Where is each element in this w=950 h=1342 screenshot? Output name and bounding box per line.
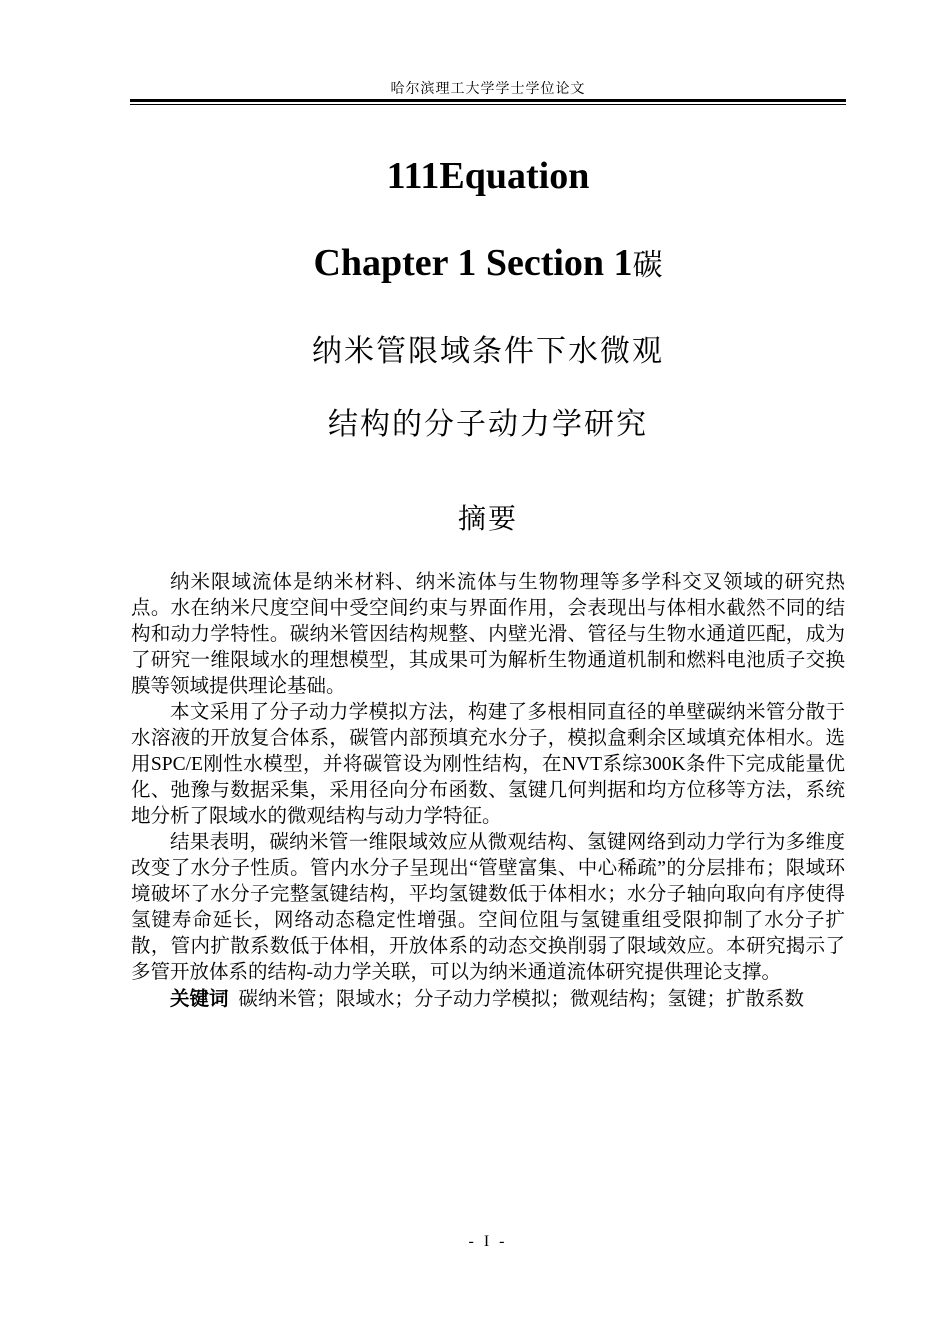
keywords-text: 碳纳米管；限域水；分子动力学模拟；微观结构；氢键；扩散系数 — [238, 989, 805, 1010]
title-line-2 — [130, 240, 846, 285]
title-line-4: 结构的分子动力学研究 — [328, 407, 648, 442]
keywords-label: 关键词 — [170, 987, 229, 1010]
title-line-3: 纳米管限域条件下水微观 — [312, 334, 664, 369]
abstract-paragraph-3: 结果表明，碳纳米管一维限域效应从微观结构、氢键网络到动力学行为多维度改变了水分子性质。管内水分子呈现出“管壁富集、中心稀疏”的分层排布；限域环境破坏了水分子完整氢键结构，平均氢键数低于体相水；水分子轴向取向有序使得氢键寿命延长，网络动态稳定性增强。空间位阻与氢键重组受限抑制了水分子扩散，管内扩散系数低于体相，开放体系的动态交换削弱了限域效应。本研究揭示了多管开放体系的结构-动力学关联，可以为纳米通道流体研究提供理论支撑。 — [131, 832, 845, 983]
header-rule-thin — [130, 104, 846, 105]
title-line-2-latin: Chapter 1 Section 1 — [313, 242, 633, 284]
keywords-line — [131, 986, 845, 1013]
header-rule-thick — [130, 99, 846, 102]
abstract-paragraph-2: 本文采用了分子动力学模拟方法，构建了多根相同直径的单壁碳纳米管分散于水溶液的开放复合体系，碳管内部预填充水分子，模拟盒剩余区域填充体相水。选用SPC/E刚性水模型，并将碳管设为刚性结构，在NVT系综300K条件下完成能量优化、弛豫与数据采集，采用径向分布函数、氢键几何判据和均方位移等方法，系统地分析了限域水的微观结构与动力学特征。 — [131, 702, 845, 827]
abstract-paragraph-1: 纳米限域流体是纳米材料、纳米流体与生物物理等多学科交叉领域的研究热点。水在纳米尺度空间中受空间约束与界面作用，会表现出与体相水截然不同的结构和动力学特性。碳纳米管因结构规整、内壁光滑、管径与生物水通道匹配，成为了研究一维限域水的理想模型，其成果可为解析生物通道机制和燃料电池质子交换膜等领域提供理论基础。 — [131, 572, 845, 697]
page-number: - I - — [468, 1233, 508, 1250]
running-header: 哈尔滨理工大学学士学位论文 — [390, 81, 586, 97]
title-line-1: 111Equation — [386, 155, 590, 197]
abstract-body — [131, 570, 845, 1013]
title-line-2-cjk: 碳 — [632, 248, 663, 283]
abstract-heading: 摘要 — [457, 502, 518, 535]
